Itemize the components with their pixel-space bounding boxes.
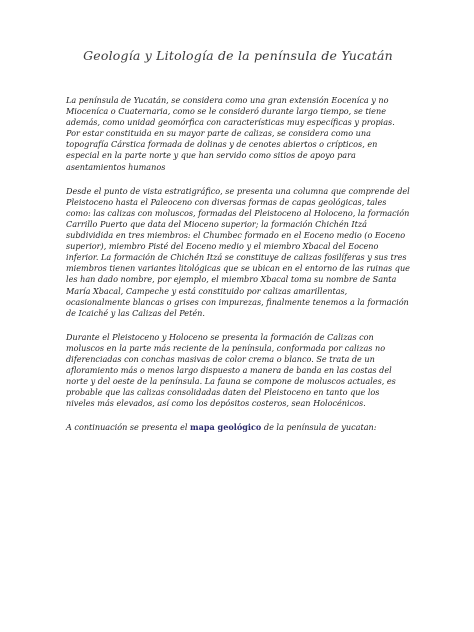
closing-text-before: A continuación se presenta el [66, 422, 191, 433]
document-title: Geología y Litología de la península de Yucatán [83, 48, 393, 63]
paragraph-1: La península de Yucatán, se considera como una gran extensión Eoceníca y no Mioceníca o Cuaternaria, como se le consideró durante largo tiempo, se tiene además, como unidad geomórfica con características muy específicas y propias. Por estar constituida en su mayor parte de calizas, se considera como una topografía Cárstica formada de dolinas y de cenotes abiertos o crípticos, en especial en la parte norte y que han servido como sitios de apoyo para asentamientos humanos [66, 95, 395, 172]
closing-text-after: de la península de yucatan: [261, 422, 377, 433]
paragraph-3: Durante el Pleistoceno y Holoceno se presenta la formación de Calizas con moluscos en la parte más reciente de la península, conformada por calizas no diferenciadas con conchas masivas de color crema o blanco. Se trata de un afloramiento más o menos largo dispuesto a manera de banda en las costas del norte y del oeste de la península. La fauna se compone de moluscos actuales, es probable que las calizas consolidadas daten del Pleistoceno en tanto que los niveles más elevados, así como los depósitos costeros, sean Holocénicos. [66, 331, 396, 409]
geologic-map-link[interactable]: mapa geológico [190, 422, 262, 433]
closing-paragraph [66, 422, 410, 433]
paragraph-2: Desde el punto de vista estratigráfico, se presenta una columna que comprende del Pleistoceno hasta el Paleoceno con diversas formas de capas geológicas, tales como: las calizas con moluscos, formadas del Pleistoceno al Holoceno, la formación Carrillo Puerto que data del Mioceno superior; la formación Chichén Itzá subdividida en tres miembros: el Chumbec formado en el Eoceno medio (o Eoceno superior), miembro Pisté del Eoceno medio y el miembro Xbacal del Eoceno inferior. La formación de Chichén Itzá se constituye de calizas fosilíferas y sus tres miembros tienen variantes litológicas que se ubican en el entorno de las ruinas que les han dado nombre, por ejemplo, el miembro Xbacal toma su nombre de Santa María Xbacal, Campeche y está constituido por calizas amarillentas, ocasionalmente blancas o grises con impurezas, finalmente tenemos a la formación de Icaiché y las Calizas del Petén. [66, 185, 410, 318]
